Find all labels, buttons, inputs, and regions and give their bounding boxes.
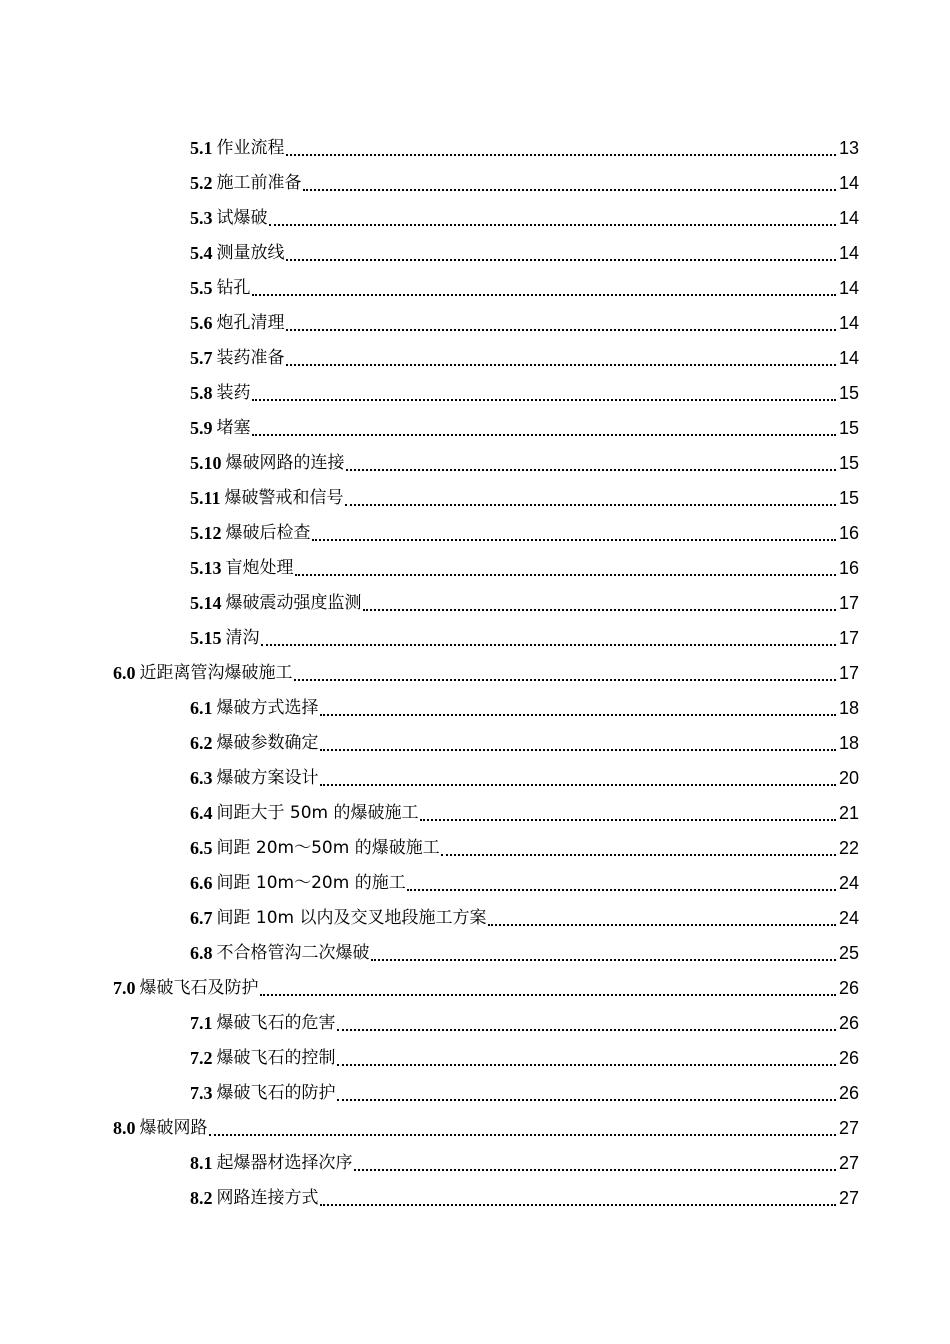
toc-dot-leader [337,1006,837,1041]
toc-entry-page-number: 15 [838,418,859,438]
toc-entry-page-number: 16 [838,558,859,578]
toc-entry[interactable] [0,1076,950,1111]
toc-entry-page-number: 17 [838,663,859,683]
toc-entry-page-number: 26 [838,1013,859,1033]
toc-entry-page-number: 27 [838,1153,859,1173]
toc-entry-number: 6.5 [190,838,213,858]
toc-entry[interactable] [0,1146,950,1181]
toc-entry-number: 6.1 [190,698,213,718]
toc-entry-title: 间距 10m 以内及交叉地段施工方案 [216,908,487,928]
toc-entry-title: 爆破飞石的防护 [216,1083,336,1103]
toc-dot-leader [269,201,837,236]
toc-entry[interactable] [0,796,950,831]
toc-entry[interactable] [0,481,950,516]
toc-entry-title: 爆破震动强度监测 [225,593,362,613]
toc-entry[interactable] [0,866,950,901]
toc-entry-page-number: 16 [838,523,859,543]
toc-entry-number: 5.14 [190,593,222,613]
toc-entry[interactable] [0,341,950,376]
toc-entry-page-number: 20 [838,768,859,788]
toc-entry-title: 起爆器材选择次序 [216,1153,353,1173]
toc-entry-title: 测量放线 [216,243,285,263]
toc-dot-leader [488,901,837,936]
toc-entry-title: 炮孔清理 [216,313,285,333]
toc-dot-leader [312,516,837,551]
toc-entry[interactable] [0,446,950,481]
toc-entry-title: 爆破飞石的危害 [216,1013,336,1033]
toc-entry[interactable] [0,726,950,761]
toc-dot-leader [354,1146,837,1181]
toc-dot-leader [320,1181,837,1216]
toc-entry-title: 不合格管沟二次爆破 [216,943,370,963]
toc-entry-title: 间距 10m～20m 的施工 [216,873,406,893]
toc-entry[interactable] [0,236,950,271]
toc-entry-number: 5.5 [190,278,213,298]
toc-entry-page-number: 15 [838,453,859,473]
toc-entry-title: 施工前准备 [216,173,302,193]
toc-entry-page-number: 24 [838,908,859,928]
toc-entry-title: 爆破飞石的控制 [216,1048,336,1068]
toc-entry-number: 6.6 [190,873,213,893]
toc-entry-number: 5.6 [190,313,213,333]
toc-entry-page-number: 17 [838,628,859,648]
toc-dot-leader [320,761,837,796]
toc-entry[interactable] [0,901,950,936]
toc-entry-title: 网路连接方式 [216,1188,319,1208]
toc-dot-leader [260,971,837,1006]
toc-entry-page-number: 26 [838,978,859,998]
toc-entry[interactable] [0,1111,950,1146]
toc-dot-leader [286,131,837,166]
toc-dot-leader [261,621,837,656]
toc-dot-leader [303,166,837,201]
toc-entry-title: 爆破飞石及防护 [139,978,259,998]
toc-entry[interactable] [0,586,950,621]
toc-entry-title: 作业流程 [216,138,285,158]
toc-entry-page-number: 18 [838,698,859,718]
toc-entry-title: 装药准备 [216,348,285,368]
toc-dot-leader [294,656,837,691]
toc-entry-number: 8.1 [190,1153,213,1173]
toc-entry[interactable] [0,971,950,1006]
toc-entry-page-number: 26 [838,1083,859,1103]
toc-dot-leader [286,236,837,271]
toc-entry-title: 爆破后检查 [225,523,311,543]
toc-entry-title: 爆破方案设计 [216,768,319,788]
toc-entry-number: 5.3 [190,208,213,228]
toc-entry-number: 5.8 [190,383,213,403]
table-of-contents [0,131,950,1216]
toc-entry-number: 5.10 [190,453,222,473]
toc-entry-number: 7.0 [113,978,136,998]
toc-entry-page-number: 25 [838,943,859,963]
toc-dot-leader [209,1111,837,1146]
toc-entry-title: 爆破参数确定 [216,733,319,753]
toc-entry-number: 7.1 [190,1013,213,1033]
toc-entry-title: 爆破方式选择 [216,698,319,718]
toc-entry-page-number: 14 [838,348,859,368]
toc-dot-leader [420,796,837,831]
toc-dot-leader [286,306,837,341]
toc-entry-title: 间距 20m～50m 的爆破施工 [216,838,440,858]
toc-entry-title: 爆破网路 [139,1118,208,1138]
toc-entry[interactable] [0,306,950,341]
toc-entry-page-number: 27 [838,1188,859,1208]
toc-entry-number: 6.2 [190,733,213,753]
toc-entry-number: 8.2 [190,1188,213,1208]
toc-dot-leader [337,1041,837,1076]
toc-dot-leader [346,446,837,481]
toc-entry-page-number: 14 [838,243,859,263]
toc-entry-number: 5.7 [190,348,213,368]
toc-entry-page-number: 14 [838,313,859,333]
toc-entry[interactable] [0,131,950,166]
toc-entry-number: 8.0 [113,1118,136,1138]
toc-dot-leader [286,341,837,376]
toc-entry-page-number: 15 [838,488,859,508]
toc-entry-page-number: 26 [838,1048,859,1068]
toc-entry-page-number: 18 [838,733,859,753]
toc-dot-leader [371,936,837,971]
toc-entry-number: 5.13 [190,558,222,578]
toc-entry-page-number: 22 [838,838,859,858]
toc-entry-title: 近距离管沟爆破施工 [139,663,293,683]
toc-dot-leader [320,691,837,726]
toc-entry-title: 爆破警戒和信号 [224,488,344,508]
toc-entry-number: 5.2 [190,173,213,193]
toc-dot-leader [320,726,837,761]
toc-entry[interactable] [0,516,950,551]
toc-entry-title: 试爆破 [216,208,268,228]
toc-entry[interactable] [0,761,950,796]
toc-entry[interactable] [0,551,950,586]
toc-dot-leader [295,551,837,586]
toc-entry-title: 堵塞 [216,418,251,438]
toc-entry-number: 7.3 [190,1083,213,1103]
toc-dot-leader [441,831,836,866]
toc-entry[interactable] [0,656,950,691]
toc-entry-page-number: 15 [838,383,859,403]
toc-entry[interactable] [0,1041,950,1076]
toc-entry-page-number: 14 [838,208,859,228]
toc-entry-number: 5.1 [190,138,213,158]
toc-entry-title: 装药 [216,383,251,403]
toc-entry[interactable] [0,271,950,306]
toc-entry-title: 盲炮处理 [225,558,294,578]
toc-entry[interactable] [0,411,950,446]
toc-dot-leader [252,411,837,446]
toc-entry-page-number: 14 [838,278,859,298]
toc-entry-number: 6.4 [190,803,213,823]
toc-entry-number: 5.15 [190,628,222,648]
toc-entry-page-number: 24 [838,873,859,893]
toc-entry-number: 6.0 [113,663,136,683]
toc-entry-title: 间距大于 50m 的爆破施工 [216,803,419,823]
toc-entry[interactable] [0,166,950,201]
toc-entry[interactable] [0,376,950,411]
toc-entry[interactable] [0,201,950,236]
toc-entry-number: 5.4 [190,243,213,263]
toc-entry-page-number: 14 [838,173,859,193]
toc-entry-page-number: 21 [838,803,859,823]
toc-entry-number: 6.3 [190,768,213,788]
toc-entry-page-number: 13 [838,138,859,158]
toc-dot-leader [252,376,837,411]
toc-dot-leader [345,481,836,516]
toc-entry[interactable] [0,831,950,866]
toc-entry-title: 爆破网路的连接 [225,453,345,473]
toc-dot-leader [407,866,836,901]
toc-entry[interactable] [0,691,950,726]
toc-entry-title: 清沟 [225,628,260,648]
toc-dot-leader [363,586,837,621]
toc-entry-number: 5.12 [190,523,222,543]
toc-entry-number: 7.2 [190,1048,213,1068]
toc-entry-number: 6.7 [190,908,213,928]
toc-entry[interactable] [0,1006,950,1041]
toc-entry-number: 5.9 [190,418,213,438]
toc-entry-page-number: 17 [838,593,859,613]
toc-entry[interactable] [0,936,950,971]
toc-dot-leader [252,271,837,306]
toc-entry-title: 钻孔 [216,278,251,298]
toc-dot-leader [337,1076,837,1111]
toc-entry-page-number: 27 [838,1118,859,1138]
toc-entry[interactable] [0,1181,950,1216]
toc-entry-number: 5.11 [190,488,221,508]
toc-entry-number: 6.8 [190,943,213,963]
toc-entry[interactable] [0,621,950,656]
